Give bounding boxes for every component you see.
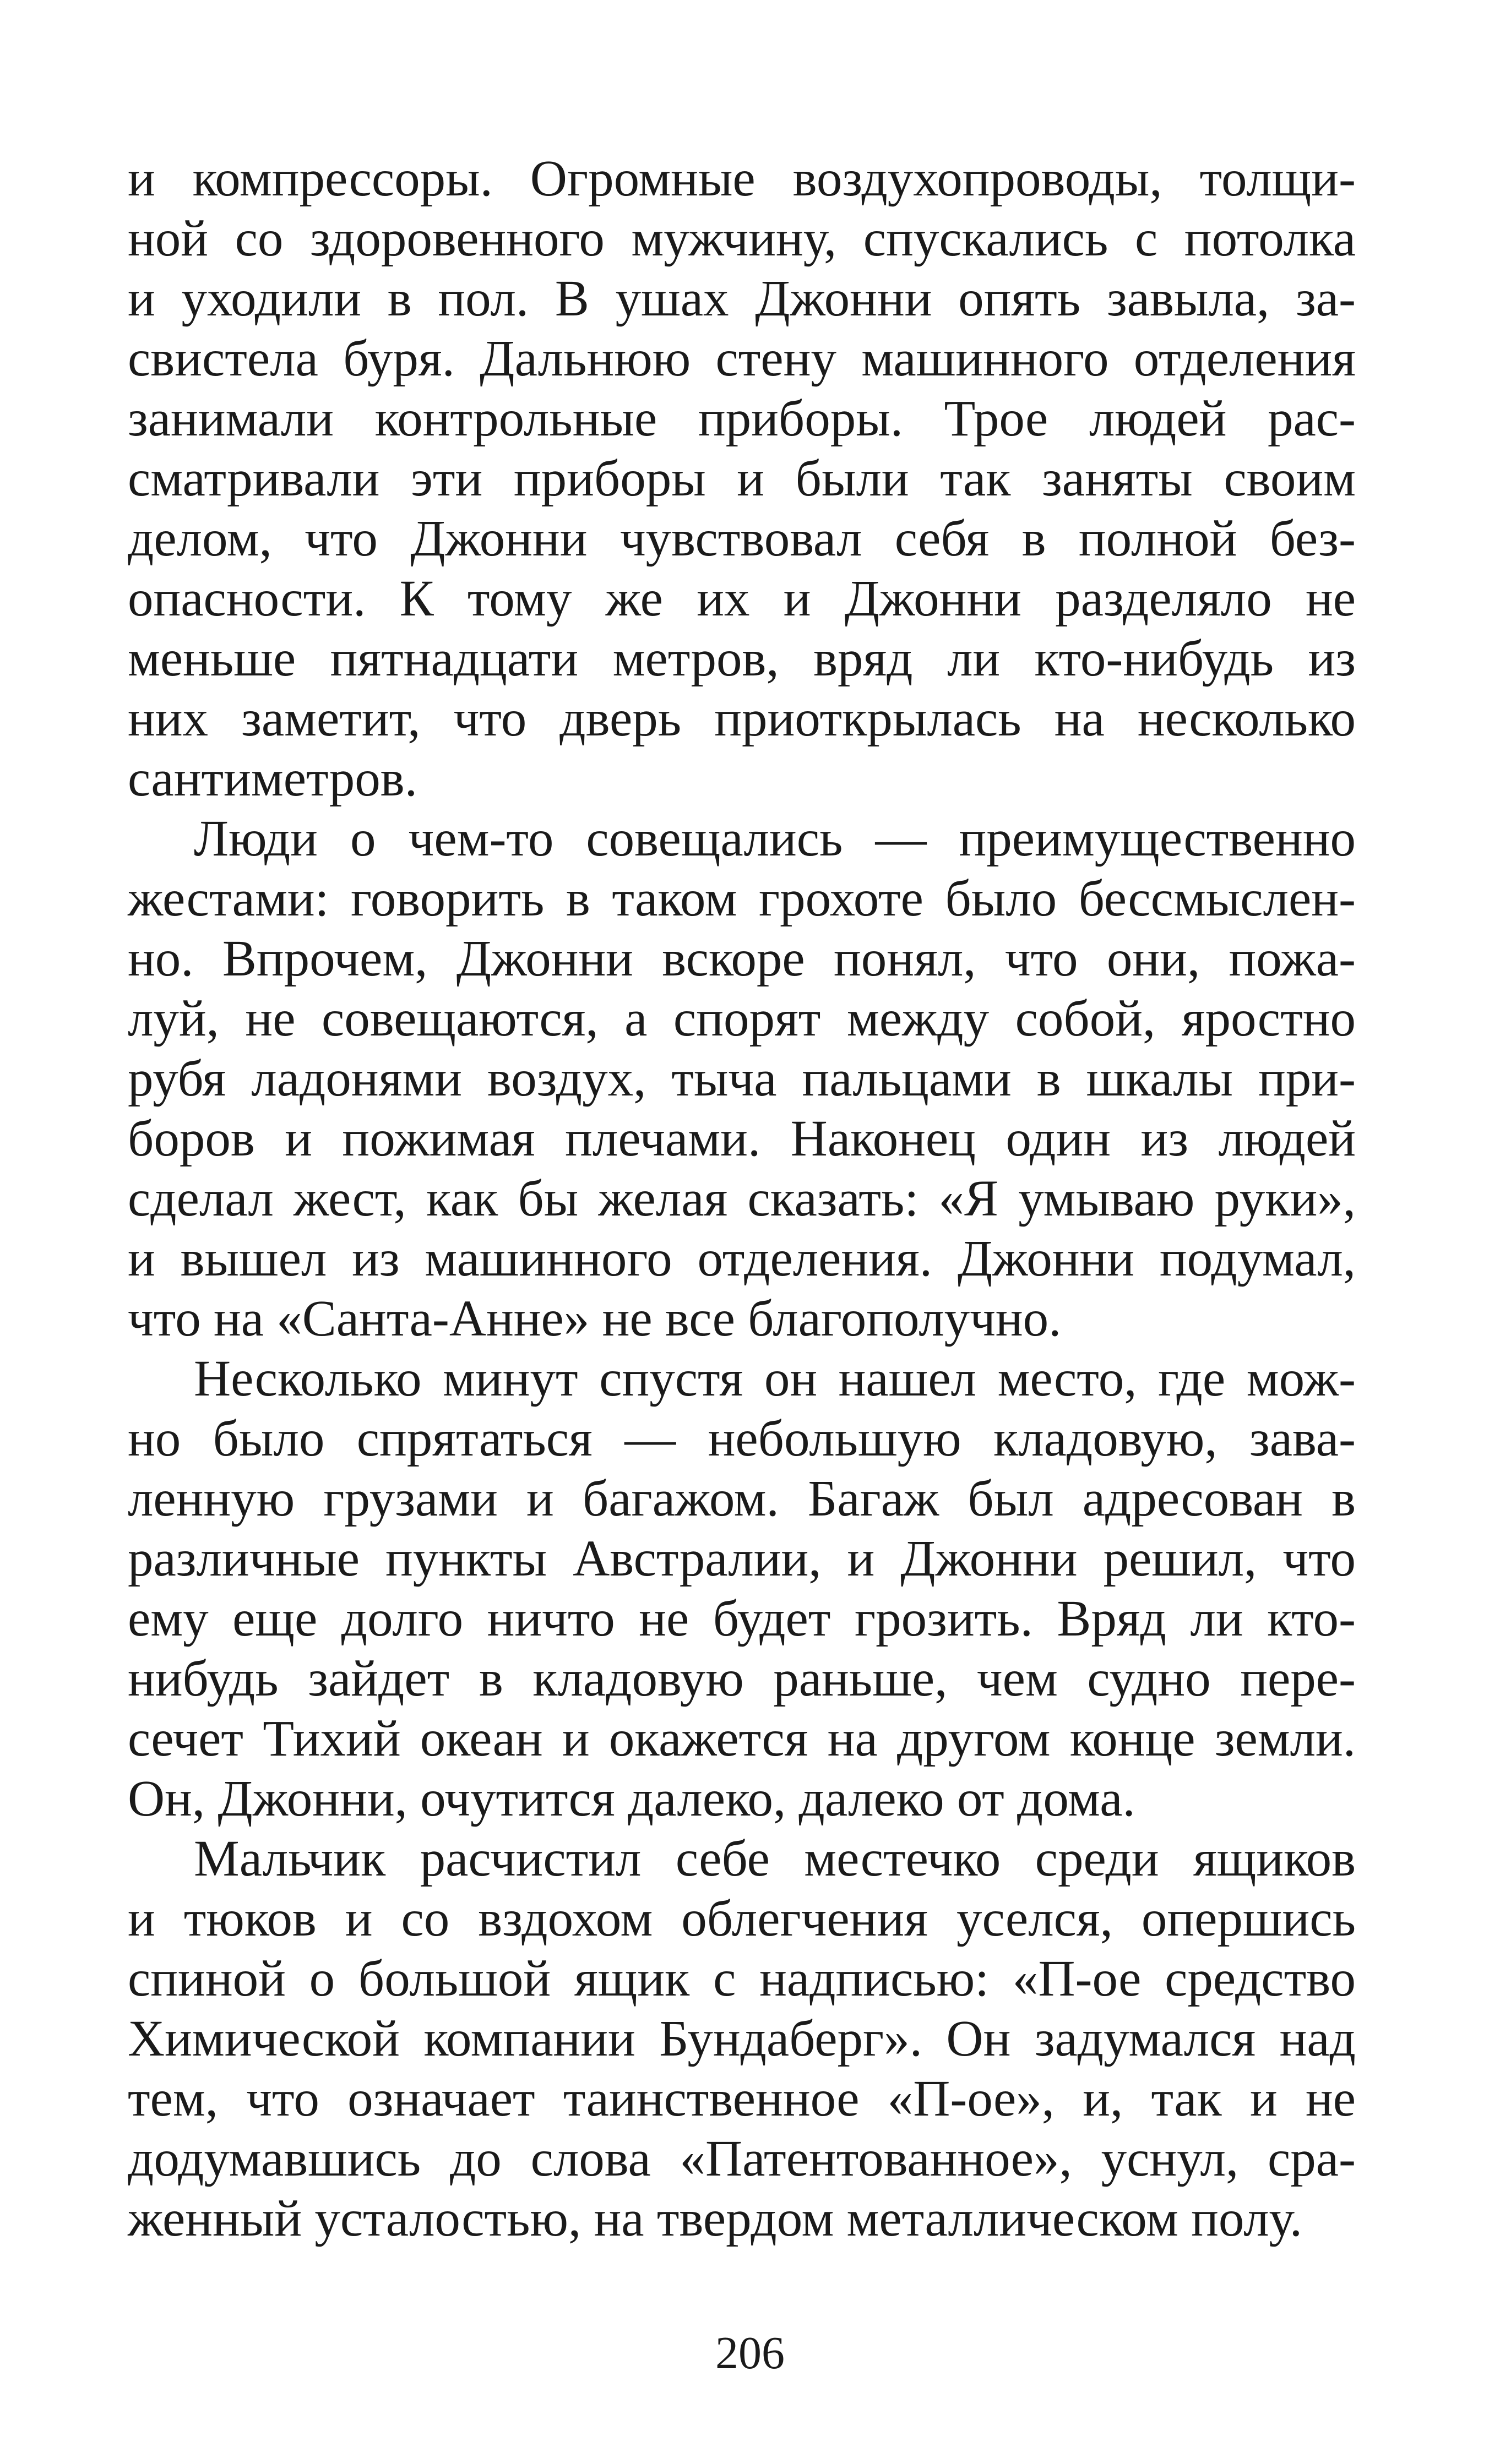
text-line: сантиметров.: [128, 750, 417, 807]
text-line: женный усталостью, на твердом металлическом полу.: [128, 2190, 1302, 2247]
text-line: жестами: говорить в таком грохоте было бессмыслен-: [128, 870, 1356, 927]
paragraph: [128, 1829, 1356, 2249]
page-number: 206: [715, 2327, 785, 2379]
text-line: сматривали эти приборы и были так заняты своим: [128, 450, 1356, 507]
paragraph: [128, 149, 1356, 809]
text-line: меньше пятнадцати метров, вряд ли кто-нибудь из: [128, 630, 1356, 687]
text-line: сделал жест, как бы желая сказать: «Я умываю руки»,: [128, 1170, 1356, 1227]
paragraph: [128, 809, 1356, 1349]
text-line: свистела буря. Дальнюю стену машинного отделения: [128, 330, 1356, 387]
text-line: спиной о большой ящик с надписью: «П-ое средство: [128, 1950, 1356, 2007]
text-line: ной со здоровенного мужчину, спускались с потолка: [128, 210, 1356, 267]
paragraph: [128, 1349, 1356, 1829]
text-line: Люди о чем-то совещались — преимущественно: [194, 810, 1356, 867]
text-line: Мальчик расчистил себе местечко среди ящиков: [194, 1830, 1356, 1887]
text-line: луй, не совещаются, а спорят между собой, яростно: [128, 990, 1356, 1047]
text-line: что на «Санта-Анне» не все благополучно.: [128, 1290, 1062, 1347]
text-line: и компрессоры. Огромные воздухопроводы, толщи-: [128, 150, 1356, 207]
text-line: Он, Джонни, очутится далеко, далеко от дома.: [128, 1770, 1135, 1827]
text-line: ему еще долго ничто не будет грозить. Вряд ли кто-: [128, 1590, 1356, 1647]
body-text: [128, 149, 1356, 2249]
text-line: боров и пожимая плечами. Наконец один из людей: [128, 1110, 1356, 1167]
text-line: Несколько минут спустя он нашел место, где мож-: [194, 1350, 1356, 1407]
text-line: них заметит, что дверь приоткрылась на несколько: [128, 690, 1356, 747]
text-line: занимали контрольные приборы. Трое людей рас-: [128, 390, 1356, 447]
text-line: рубя ладонями воздух, тыча пальцами в шкалы при-: [128, 1050, 1356, 1107]
text-line: и вышел из машинного отделения. Джонни подумал,: [128, 1230, 1356, 1287]
text-line: но. Впрочем, Джонни вскоре понял, что они, пожа-: [128, 930, 1356, 987]
text-line: нибудь зайдет в кладовую раньше, чем судно пере-: [128, 1650, 1356, 1707]
text-line: но было спрятаться — небольшую кладовую, зава-: [128, 1410, 1356, 1467]
text-line: опасности. К тому же их и Джонни разделяло не: [128, 570, 1356, 627]
text-line: Химической компании Бундаберг». Он задумался над: [128, 2010, 1356, 2067]
text-line: различные пункты Австралии, и Джонни решил, что: [128, 1530, 1356, 1587]
text-line: делом, что Джонни чувствовал себя в полной без-: [128, 510, 1356, 567]
text-line: ленную грузами и багажом. Багаж был адресован в: [128, 1470, 1356, 1527]
text-line: тем, что означает таинственное «П-ое», и, так и не: [128, 2070, 1356, 2127]
text-line: и уходили в пол. В ушах Джонни опять завыла, за-: [128, 270, 1356, 327]
text-line: и тюков и со вздохом облегчения уселся, опершись: [128, 1890, 1356, 1947]
text-line: сечет Тихий океан и окажется на другом конце земли.: [128, 1710, 1356, 1767]
text-line: додумавшись до слова «Патентованное», уснул, сра-: [128, 2130, 1356, 2187]
